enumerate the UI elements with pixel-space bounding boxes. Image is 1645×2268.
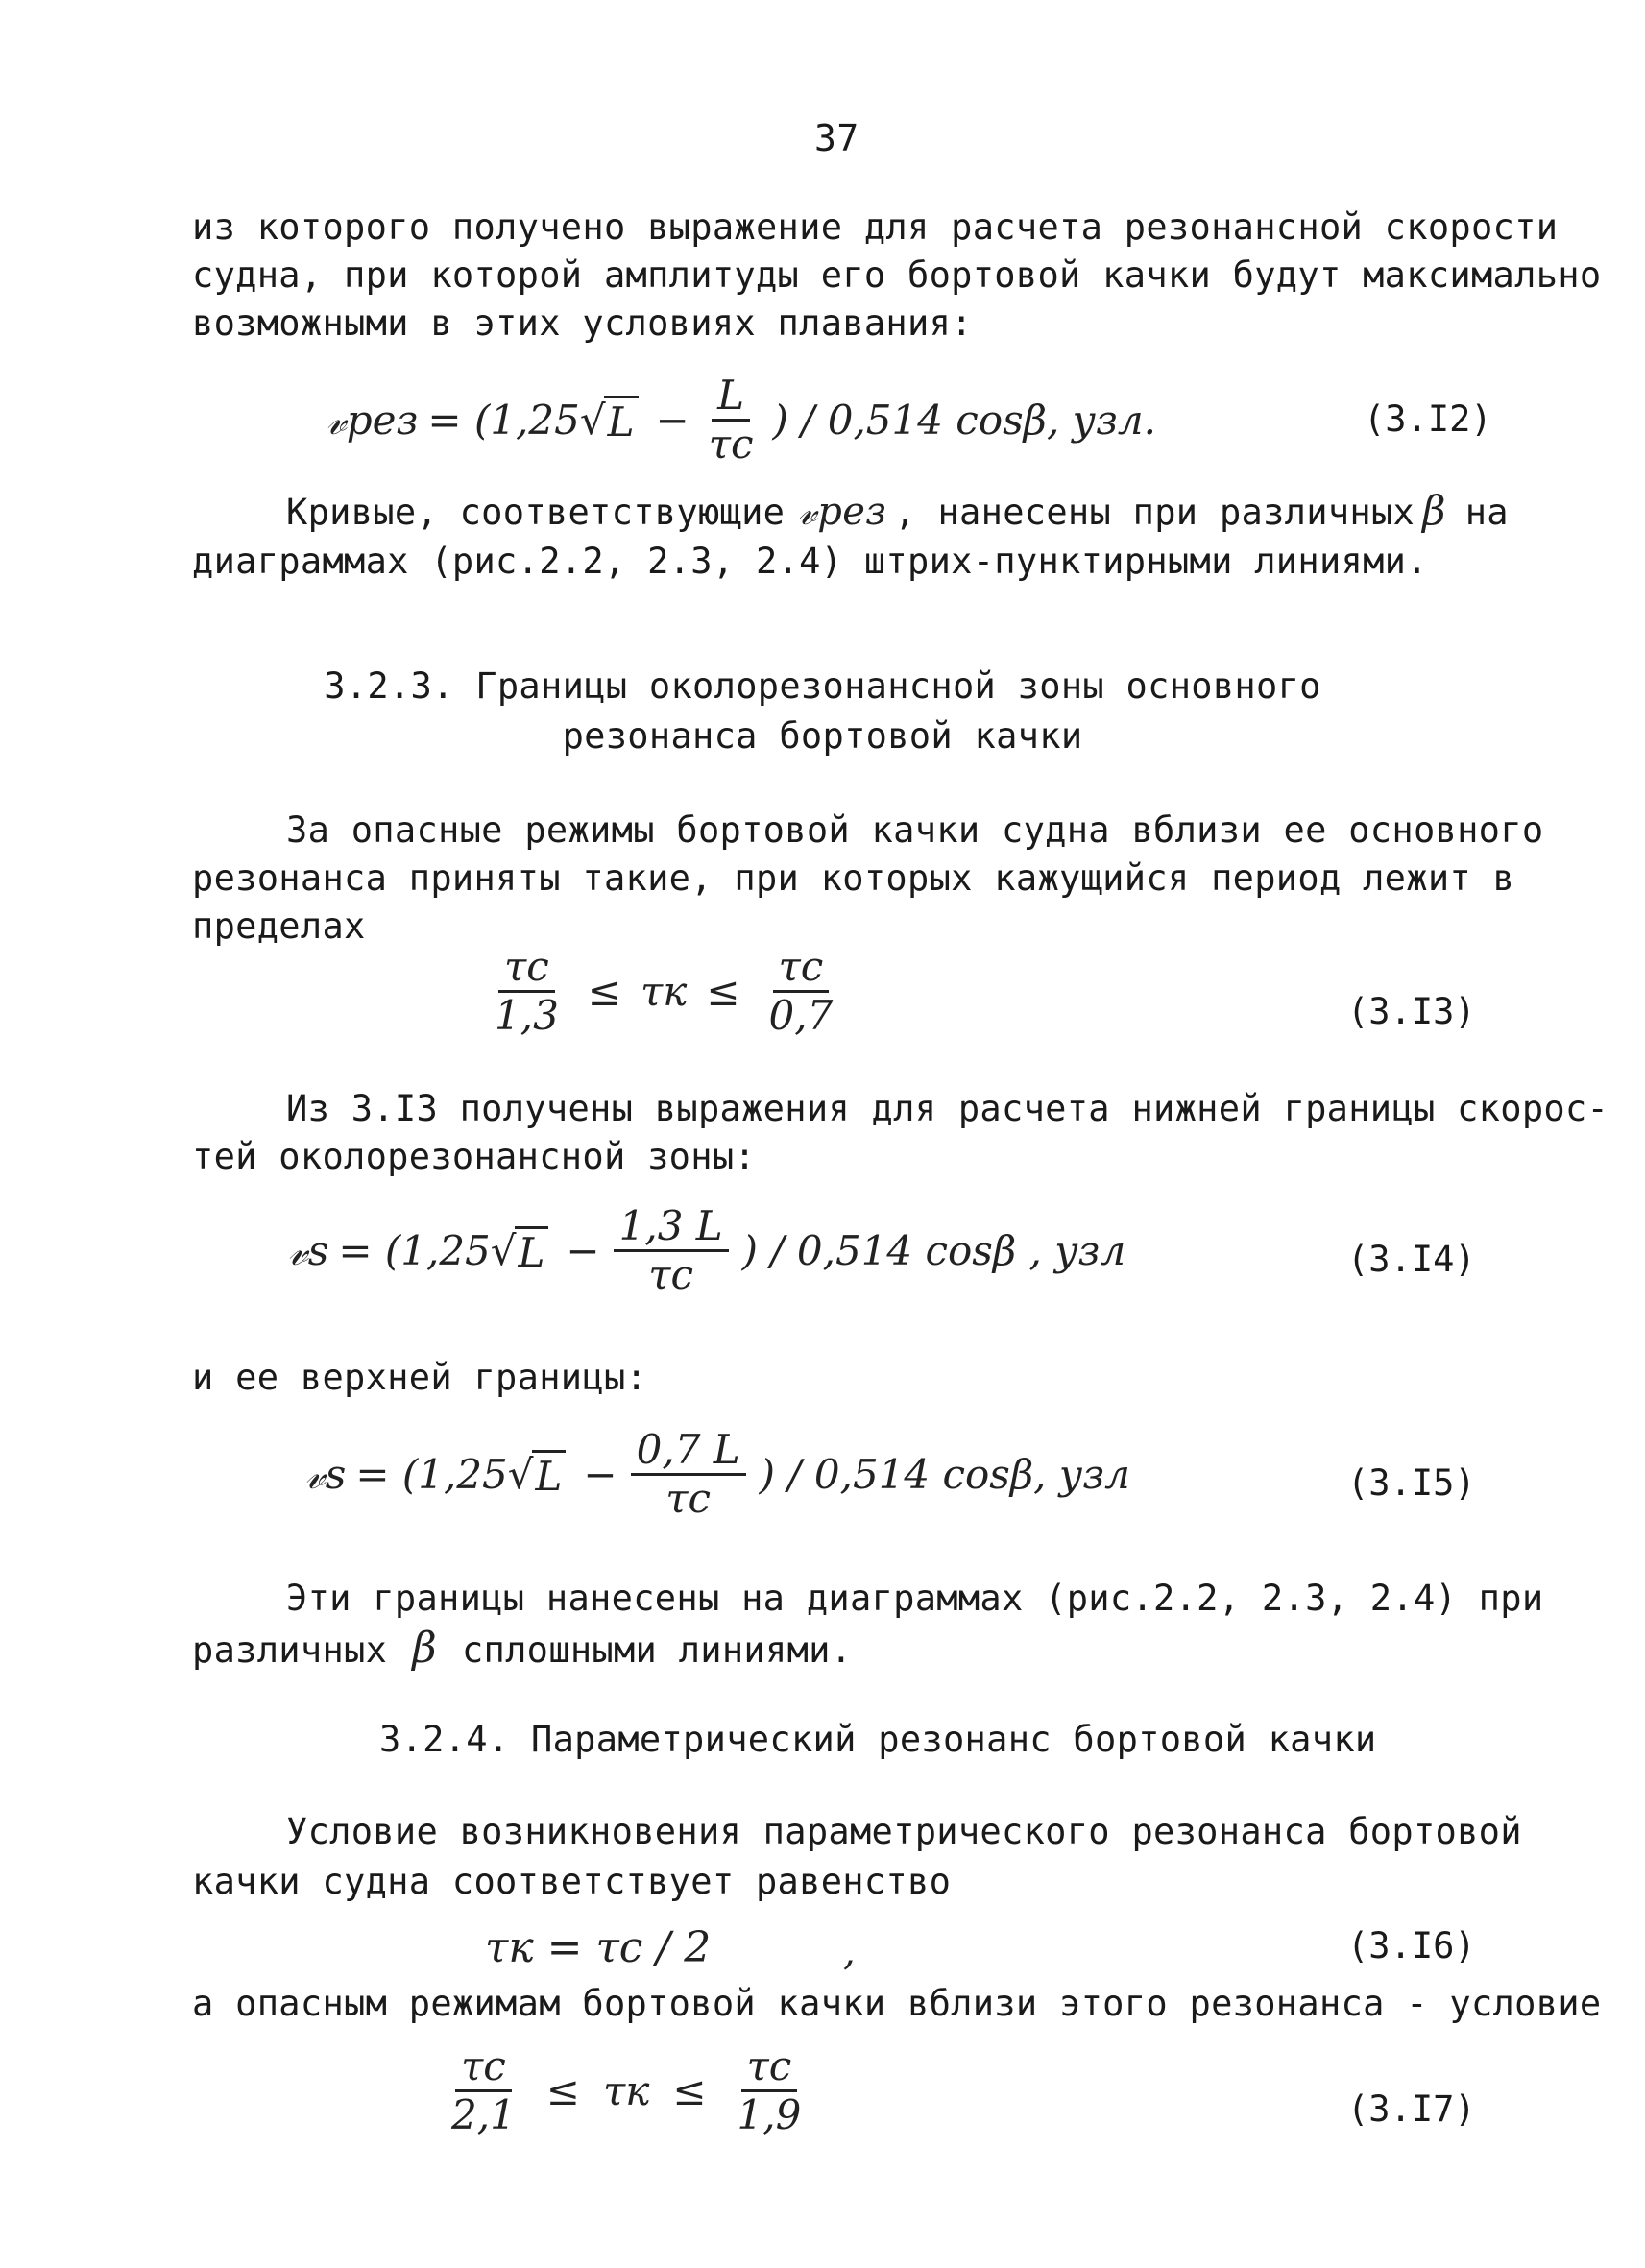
eq-fraction (732, 2042, 808, 2139)
eq-tail: ) / 0,514 cosβ, узл (759, 1451, 1130, 1499)
eq-numerator: τc (455, 2045, 512, 2092)
paragraph-line: Эти границы нанесены на диаграммах (рис.2.2, 2.3, 2.4) при (286, 1578, 1544, 1619)
text-span: различных (192, 1629, 388, 1671)
eq-fraction (703, 372, 760, 469)
paragraph-line: резонанса приняты такие, при которых кажущийся период лежит в (192, 857, 1515, 899)
equation-3-16: τк = τc / 2 (485, 1923, 712, 1972)
equation-number: (3.I2) (1364, 398, 1492, 440)
equation-number: (3.I5) (1347, 1462, 1476, 1504)
equation-3-14 (288, 1202, 1126, 1299)
eq-numerator: τc (741, 2045, 798, 2092)
eq-numerator: 1,3 L (614, 1205, 729, 1252)
page-number: 37 (814, 117, 859, 159)
eq-minus: − (566, 1227, 600, 1275)
eq-fraction (489, 943, 565, 1040)
paragraph-line (286, 487, 1509, 537)
eq-denominator: τc (708, 421, 754, 469)
eq-denominator: 1,9 (737, 2091, 802, 2139)
eq-lhs: 𝓋s (305, 1450, 347, 1498)
eq-numerator: τc (498, 946, 555, 993)
eq-le: ≤ (706, 968, 740, 1016)
equation-number: (3.I7) (1347, 2088, 1476, 2130)
eq-denominator: 2,1 (451, 2091, 516, 2139)
text-span: Кривые, соответствующие (286, 492, 786, 533)
equation-3-17 (432, 2042, 820, 2139)
beta-symbol: β (1422, 487, 1446, 534)
eq-lhs: 𝓋s (288, 1226, 329, 1274)
eq-le: ≤ (545, 2067, 580, 2115)
eq-le: ≤ (672, 2067, 707, 2115)
eq-radicand: L (604, 396, 639, 446)
eq-lhs: 𝓋рез (327, 396, 419, 444)
equation-number: (3.I6) (1347, 1925, 1476, 1966)
eq-open: = (1,25√ (338, 1227, 517, 1275)
text-span: на (1464, 492, 1509, 533)
eq-minus: − (655, 397, 689, 445)
velocity-symbol: 𝓋рез (798, 490, 887, 534)
paragraph-line: Условие возникновения параметрического резонанса бортовой (286, 1811, 1522, 1852)
eq-denominator: 0,7 (768, 992, 834, 1040)
eq-mid: τк (603, 2067, 650, 2115)
eq-fraction (614, 1202, 729, 1299)
equation-number: (3.I4) (1347, 1239, 1476, 1280)
eq-fraction (763, 943, 839, 1040)
paragraph-line: возможными в этих условиях плавания: (192, 302, 973, 344)
equation-number: (3.I3) (1347, 991, 1476, 1032)
equation-comma: , (843, 1930, 856, 1974)
equation-3-15 (305, 1426, 1130, 1523)
eq-numerator: 0,7 L (631, 1429, 746, 1476)
paragraph-line: тей околорезонансной зоны: (192, 1136, 756, 1177)
paragraph-line: из которого получено выражение для расчета резонансной скорости (192, 206, 1559, 248)
eq-mid: τк (641, 968, 688, 1016)
eq-denominator: 1,3 (495, 992, 559, 1040)
paragraph-line: пределах (192, 905, 366, 947)
paragraph-line: За опасные режимы бортовой качки судна вблизи ее основного (286, 809, 1544, 851)
paragraph-line: Из 3.I3 получены выражения для расчета нижней границы скорос- (286, 1088, 1609, 1129)
text-span: сплошными линиями. (461, 1629, 853, 1671)
section-title: 3.2.3. Границы околорезонансной зоны основного (324, 665, 1321, 707)
equation-3-13 (475, 943, 852, 1040)
paragraph-line: судна, при которой амплитуды его бортовой качки будут максимально (192, 254, 1602, 296)
eq-le: ≤ (587, 968, 621, 1016)
eq-tail: ) / 0,514 cosβ , узл (741, 1227, 1126, 1275)
eq-fraction (446, 2042, 521, 2139)
eq-numerator: L (712, 374, 750, 422)
eq-radicand: L (532, 1450, 567, 1500)
paragraph-line: и ее верхней границы: (192, 1357, 648, 1398)
paragraph-line: диаграммах (рис.2.2, 2.3, 2.4) штрих-пунктирными линиями. (192, 541, 1428, 582)
section-title: 3.2.4. Параметрический резонанс бортовой качки (379, 1719, 1377, 1760)
eq-minus: − (583, 1451, 617, 1499)
text-span: , нанесены при различных (894, 492, 1415, 533)
equation-3-12 (327, 372, 1157, 469)
eq-tail: ) / 0,514 cosβ, узл. (772, 397, 1157, 445)
eq-numerator: τc (773, 946, 830, 993)
eq-denominator: τc (648, 1251, 694, 1299)
paragraph-line (192, 1625, 852, 1675)
paragraph-line: а опасным режимам бортовой качки вблизи этого резонанса - условие (192, 1983, 1602, 2024)
section-title: резонанса бортовой качки (562, 715, 1083, 757)
beta-symbol: β (412, 1624, 437, 1673)
eq-radicand: L (515, 1226, 549, 1276)
eq-open: = (1,25√ (355, 1451, 534, 1499)
eq-denominator: τc (665, 1475, 712, 1523)
eq-fraction (631, 1426, 746, 1523)
paragraph-line: качки судна соответствует равенство (192, 1861, 952, 1902)
eq-open: = (1,25√ (427, 397, 606, 445)
